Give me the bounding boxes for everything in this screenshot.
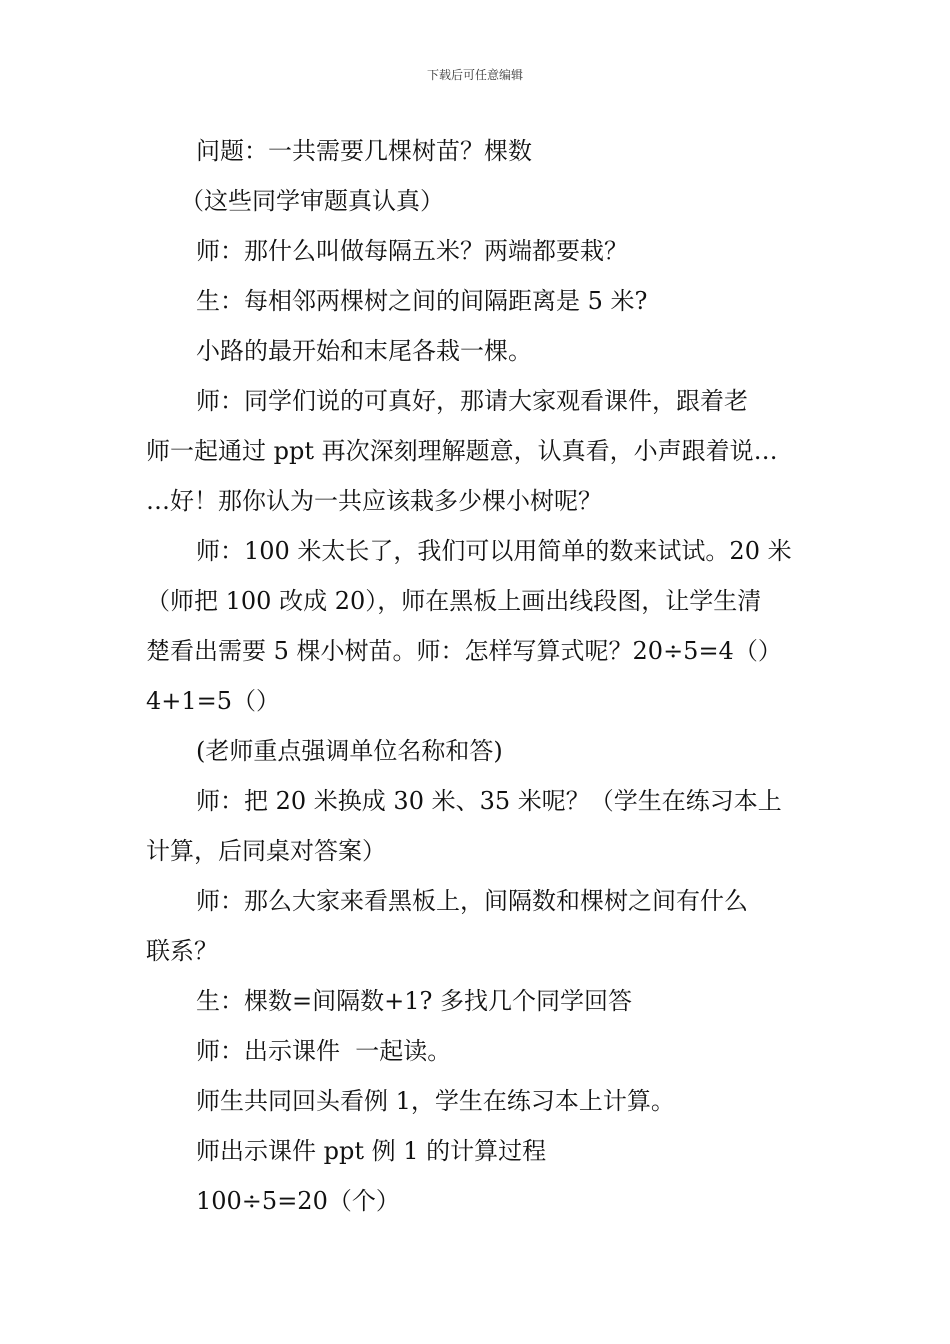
document-body	[146, 126, 808, 1226]
text-line: 联系？	[146, 937, 218, 965]
text-line: 师：那什么叫做每隔五米？两端都要栽？	[196, 237, 628, 265]
text-line: 师生共同回头看例 1，学生在练习本上计算。	[196, 1087, 675, 1115]
text-line: （师把 100 改成 20），师在黑板上画出线段图，让学生清	[146, 587, 762, 615]
page-header: 下载后可任意编辑	[426, 68, 523, 82]
text-line: 师：出示课件 一起读。	[196, 1037, 452, 1065]
text-line: 师：把 20 米换成 30 米、35 米呢？（学生在练习本上	[196, 787, 782, 815]
text-line: 生：棵数=间隔数+1? 多找几个同学回答	[196, 987, 632, 1015]
text-line: …好！那你认为一共应该栽多少棵小树呢？	[146, 487, 602, 515]
text-line: 师：那么大家来看黑板上，间隔数和棵树之间有什么	[196, 887, 748, 915]
text-line: 问题：一共需要几棵树苗？棵数	[196, 137, 532, 165]
text-line: 师出示课件 ppt 例 1 的计算过程	[196, 1137, 547, 1165]
text-line: 师：100 米太长了，我们可以用简单的数来试试。20 米	[196, 537, 792, 565]
text-line: 4+1=5（）	[146, 687, 281, 715]
text-line: 生：每相邻两棵树之间的间隔距离是 5 米?	[196, 287, 648, 315]
text-line: （这些同学审题真认真）	[180, 187, 444, 215]
text-line: 师一起通过 ppt 再次深刻理解题意，认真看，小声跟着说…	[146, 437, 778, 465]
text-line: 100÷5=20（个）	[196, 1187, 400, 1215]
text-line: (老师重点强调单位名称和答)	[196, 737, 503, 765]
text-line: 楚看出需要 5 棵小树苗。师：怎样写算式呢？20÷5=4（）	[146, 637, 782, 665]
text-line: 计算，后同桌对答案）	[146, 837, 386, 865]
text-line: 师：同学们说的可真好，那请大家观看课件，跟着老	[196, 387, 748, 415]
text-line: 小路的最开始和末尾各栽一棵。	[196, 337, 532, 365]
